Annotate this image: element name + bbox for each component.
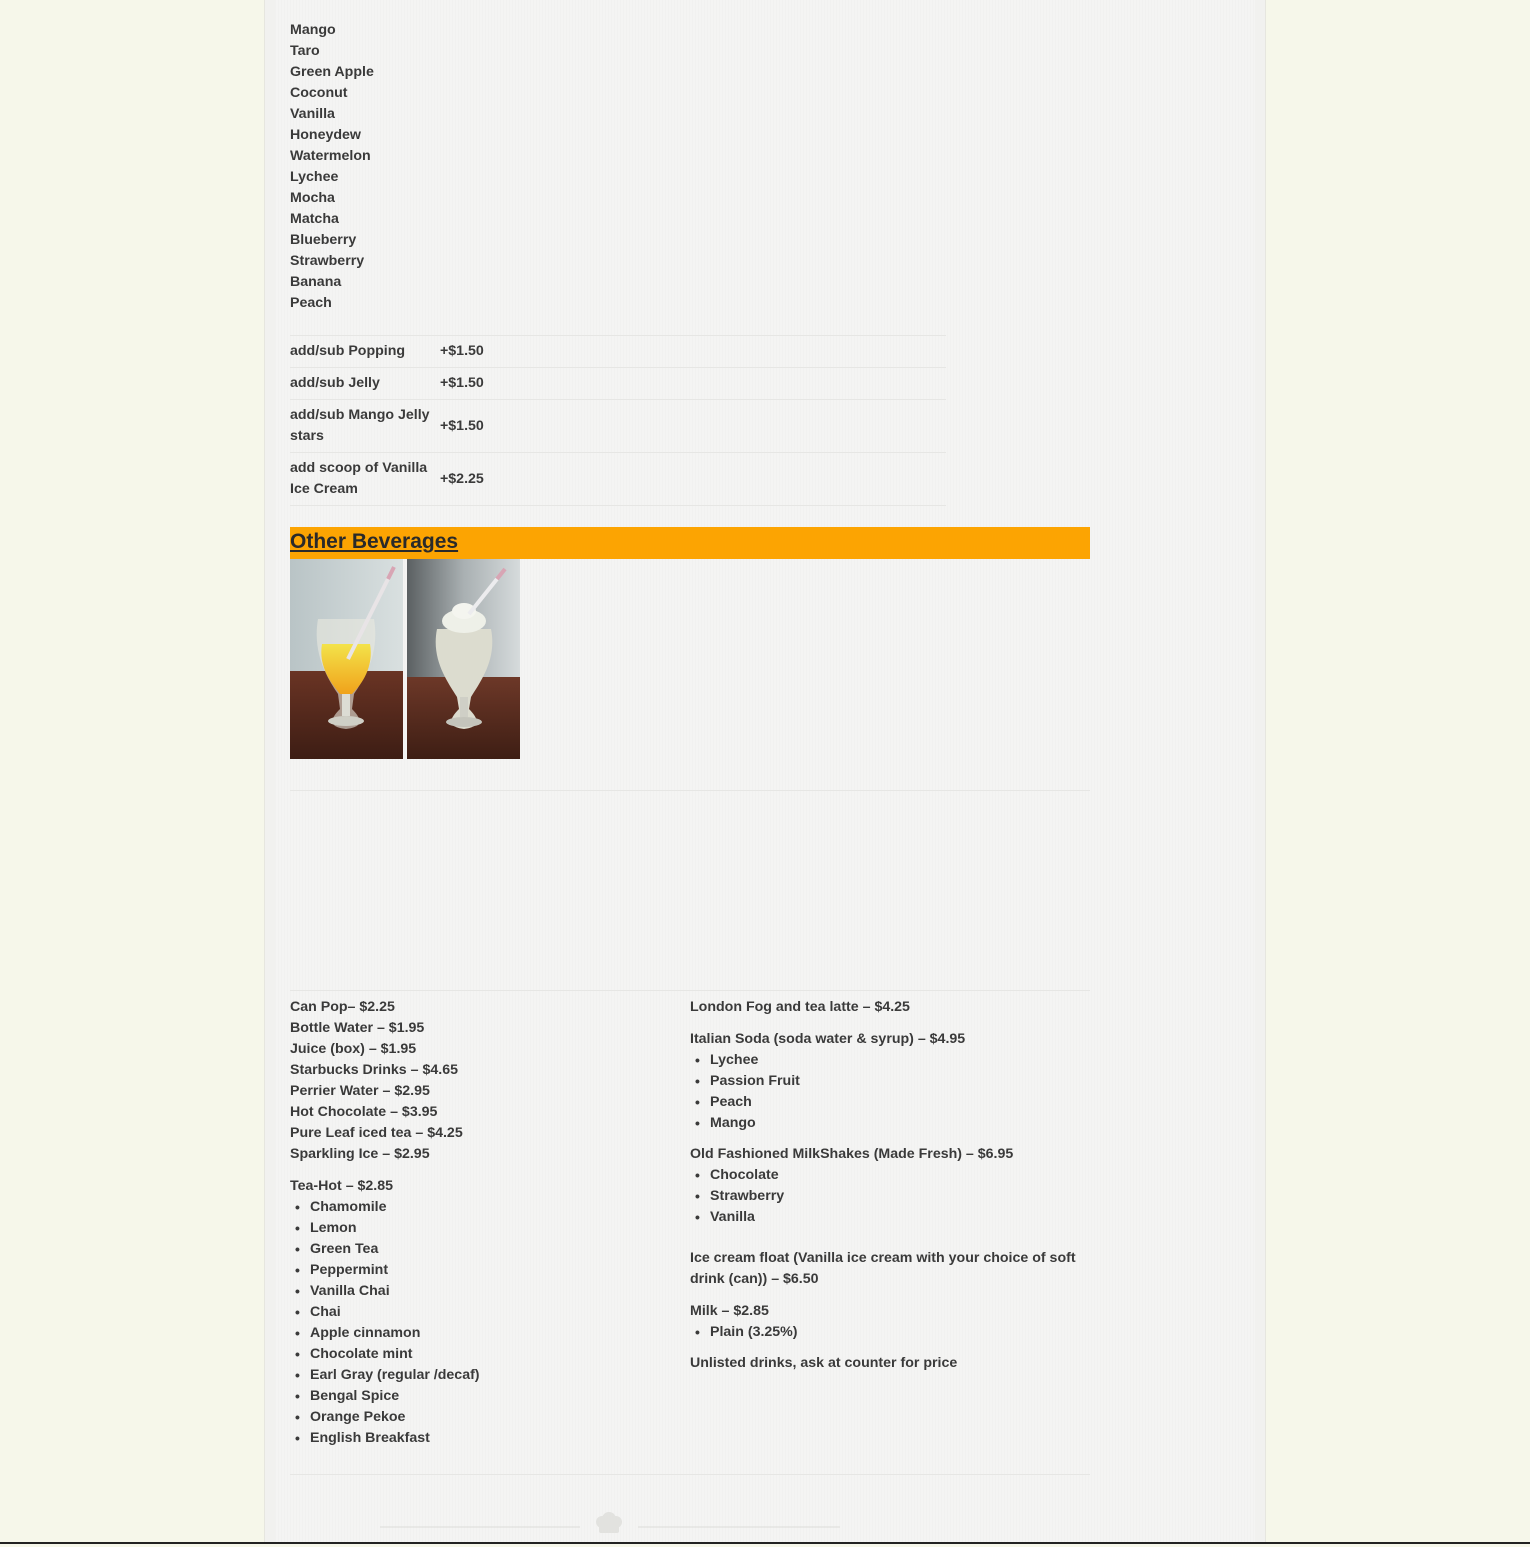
list-item: • Strawberry <box>710 1186 1090 1207</box>
table-row <box>290 336 946 368</box>
list-item: • Orange Pekoe <box>310 1407 690 1428</box>
list-item: • Chai <box>310 1302 690 1323</box>
italian-soda-title: Italian Soda (soda water & syrup) – $4.95 <box>690 1031 966 1047</box>
section-title: Other Beverages <box>290 530 459 553</box>
flavor-item: Mango <box>290 22 336 38</box>
flavor-item: Strawberry <box>290 253 365 269</box>
flavor-item: Mocha <box>290 190 335 206</box>
list-item: • Earl Gray (regular /decaf) <box>310 1365 690 1386</box>
list-item: • Passion Fruit <box>710 1071 1090 1092</box>
addon-price: +$1.50 <box>440 343 484 359</box>
list-item: • Green Tea <box>310 1239 690 1260</box>
flavor-list <box>290 20 374 314</box>
flavor-item: Blueberry <box>290 232 357 248</box>
beverage-price-list <box>290 997 690 1165</box>
italian-soda-list <box>690 1050 1090 1134</box>
beverage-item: Sparkling Ice – $2.95 <box>290 1146 430 1162</box>
addon-price: +$2.25 <box>440 470 484 487</box>
london-fog-item: London Fog and tea latte – $4.25 <box>690 999 910 1015</box>
beverage-item: Perrier Water – $2.95 <box>290 1083 430 1099</box>
chef-hat-icon <box>596 1512 622 1533</box>
table-row <box>290 453 946 506</box>
flavor-item: Watermelon <box>290 148 371 164</box>
addon-name: add/sub Popping <box>290 343 406 359</box>
table-row <box>290 368 946 400</box>
list-item: • Bengal Spice <box>310 1386 690 1407</box>
list-item: • English Breakfast <box>310 1428 690 1449</box>
flavor-item: Honeydew <box>290 127 361 143</box>
milkshake-title: Old Fashioned MilkShakes (Made Fresh) – $6.95 <box>690 1146 1014 1162</box>
flavor-item: Taro <box>290 43 320 59</box>
beverage-item: Hot Chocolate – $3.95 <box>290 1104 438 1120</box>
beverage-item: Bottle Water – $1.95 <box>290 1020 425 1036</box>
addon-price: +$1.50 <box>440 375 484 391</box>
addon-name: add scoop of Vanilla Ice Cream <box>290 460 428 497</box>
right-beverage-column <box>690 997 1090 1385</box>
list-item: • Vanilla <box>710 1207 1090 1228</box>
milk-list <box>690 1322 1090 1343</box>
divider <box>290 1474 1090 1475</box>
divider <box>290 790 1090 791</box>
beverage-item: Can Pop– $2.25 <box>290 999 395 1015</box>
unlisted-drinks-note: Unlisted drinks, ask at counter for price <box>690 1355 958 1371</box>
list-item: • Chamomile <box>310 1197 690 1218</box>
list-item: • Peppermint <box>310 1260 690 1281</box>
list-item: • Plain (3.25%) <box>710 1322 1090 1343</box>
milkshake-list <box>690 1165 1090 1228</box>
list-item: • Lemon <box>310 1218 690 1239</box>
flavor-item: Matcha <box>290 211 339 227</box>
footer-divider <box>380 1512 840 1542</box>
left-beverage-column <box>290 997 690 1459</box>
table-row <box>290 400 946 453</box>
list-item: • Apple cinnamon <box>310 1323 690 1344</box>
tea-list <box>290 1197 690 1449</box>
milkshake-photo[interactable] <box>407 559 520 759</box>
tea-title: Tea-Hot – $2.85 <box>290 1178 394 1194</box>
orange-drink-photo[interactable] <box>290 559 403 759</box>
list-item: • Chocolate mint <box>310 1344 690 1365</box>
flavor-item: Vanilla <box>290 106 335 122</box>
ice-cream-float-item: Ice cream float (Vanilla ice cream with your choice of soft drink (can)) – $6.50 <box>690 1250 1076 1287</box>
beverage-item: Juice (box) – $1.95 <box>290 1041 417 1057</box>
divider <box>290 990 1090 991</box>
flavor-item: Lychee <box>290 169 339 185</box>
beverage-item: Pure Leaf iced tea – $4.25 <box>290 1125 463 1141</box>
addon-name: add/sub Jelly <box>290 375 380 391</box>
flavor-item: Green Apple <box>290 64 374 80</box>
addons-table <box>290 335 946 506</box>
flavor-item: Coconut <box>290 85 348 101</box>
section-heading <box>290 527 1090 559</box>
list-item: • Vanilla Chai <box>310 1281 690 1302</box>
addon-price: +$1.50 <box>440 417 484 434</box>
beverage-item: Starbucks Drinks – $4.65 <box>290 1062 458 1078</box>
flavor-item: Banana <box>290 274 342 290</box>
list-item: • Peach <box>710 1092 1090 1113</box>
addon-name: add/sub Mango Jelly stars <box>290 407 430 444</box>
milk-title: Milk – $2.85 <box>690 1303 769 1319</box>
list-item: • Lychee <box>710 1050 1090 1071</box>
flavor-item: Peach <box>290 295 332 311</box>
list-item: • Chocolate <box>710 1165 1090 1186</box>
list-item: • Mango <box>710 1113 1090 1134</box>
